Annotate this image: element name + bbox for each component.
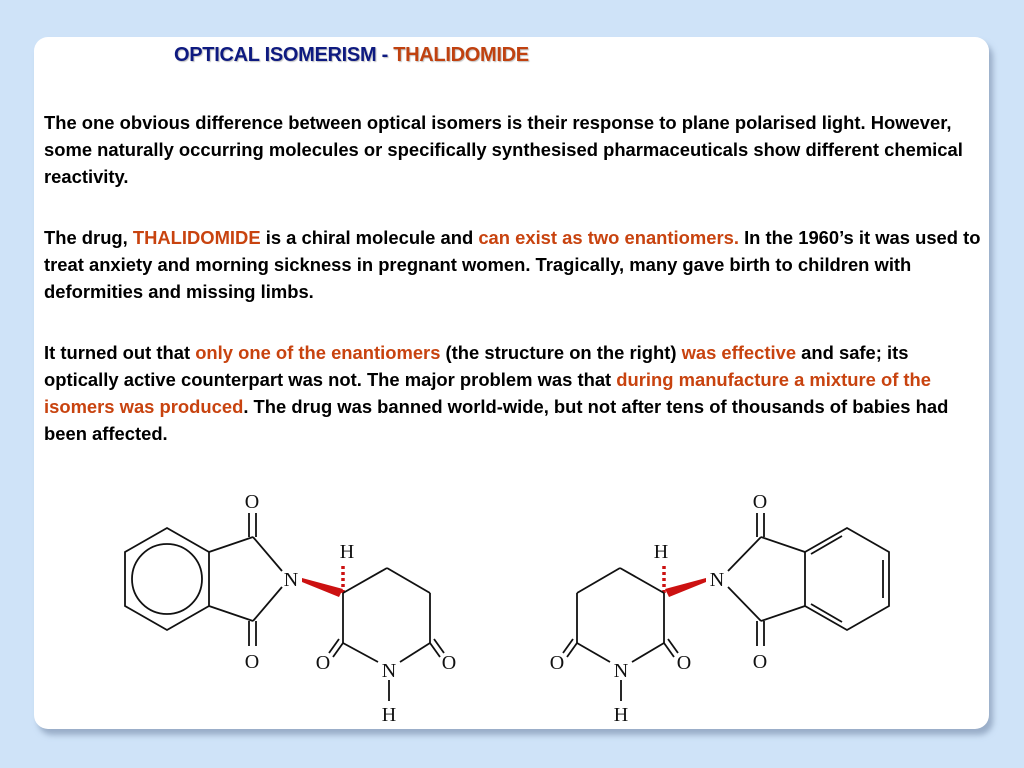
atom-oxygen: O — [244, 651, 260, 673]
highlighted-text: can exist as two enantiomers. — [478, 227, 739, 248]
atom-hydrogen: H — [339, 541, 355, 563]
atom-oxygen: O — [441, 652, 457, 674]
body-text: The drug, — [44, 227, 133, 248]
left-enantiomer — [125, 491, 456, 726]
left-stereo-wedge — [302, 578, 343, 597]
atom-oxygen: O — [676, 652, 692, 674]
highlighted-text: THALIDOMIDE — [132, 227, 261, 248]
title-main: OPTICAL ISOMERISM - — [174, 44, 394, 66]
paragraph-intro: The one obvious difference between optical isomers is their response to plane polarised light. However, some naturally occurring molecules or specifically synthesised pharmaceuticals show different chemical reactivity. — [44, 112, 963, 187]
body-text: is a chiral molecule and — [260, 227, 479, 248]
atom-oxygen: O — [244, 491, 260, 513]
body-text: and safe; its optically active counterpart was not. The major problem was that — [44, 342, 909, 390]
body-text: In the 1960’s it was used to treat anxiety and morning sickness in pregnant women. Tragically, many gave birth to children with deformities and missing limbs. — [44, 227, 981, 302]
highlighted-text: was effective — [681, 342, 797, 363]
atom-nitrogen: N — [283, 569, 299, 591]
body-text: It turned out that — [44, 342, 196, 363]
atom-nitrogen: N — [613, 660, 629, 682]
highlighted-text: only one of the enantiomers — [195, 342, 441, 363]
body-text: . The drug was banned world-wide, but not after tens of thousands of babies had been affected. — [44, 396, 949, 444]
highlighted-text: during manufacture a mixture of the isomers was produced — [44, 369, 932, 417]
atom-hydrogen: H — [653, 541, 669, 563]
title-highlight: THALIDOMIDE — [393, 44, 529, 66]
atom-oxygen: O — [752, 651, 768, 673]
left-benzene-circle — [132, 544, 202, 614]
atom-nitrogen: N — [709, 569, 725, 591]
atom-hydrogen: H — [613, 704, 629, 726]
atom-oxygen: O — [549, 652, 565, 674]
atom-oxygen: O — [752, 491, 768, 513]
atom-hydrogen: H — [381, 704, 397, 726]
right-stereo-wedge — [665, 578, 706, 597]
atom-nitrogen: N — [381, 660, 397, 682]
right-enantiomer — [550, 491, 889, 726]
body-text: (the structure on the right) — [440, 342, 682, 363]
right-benzene-ring — [805, 528, 889, 630]
atom-oxygen: O — [315, 652, 331, 674]
